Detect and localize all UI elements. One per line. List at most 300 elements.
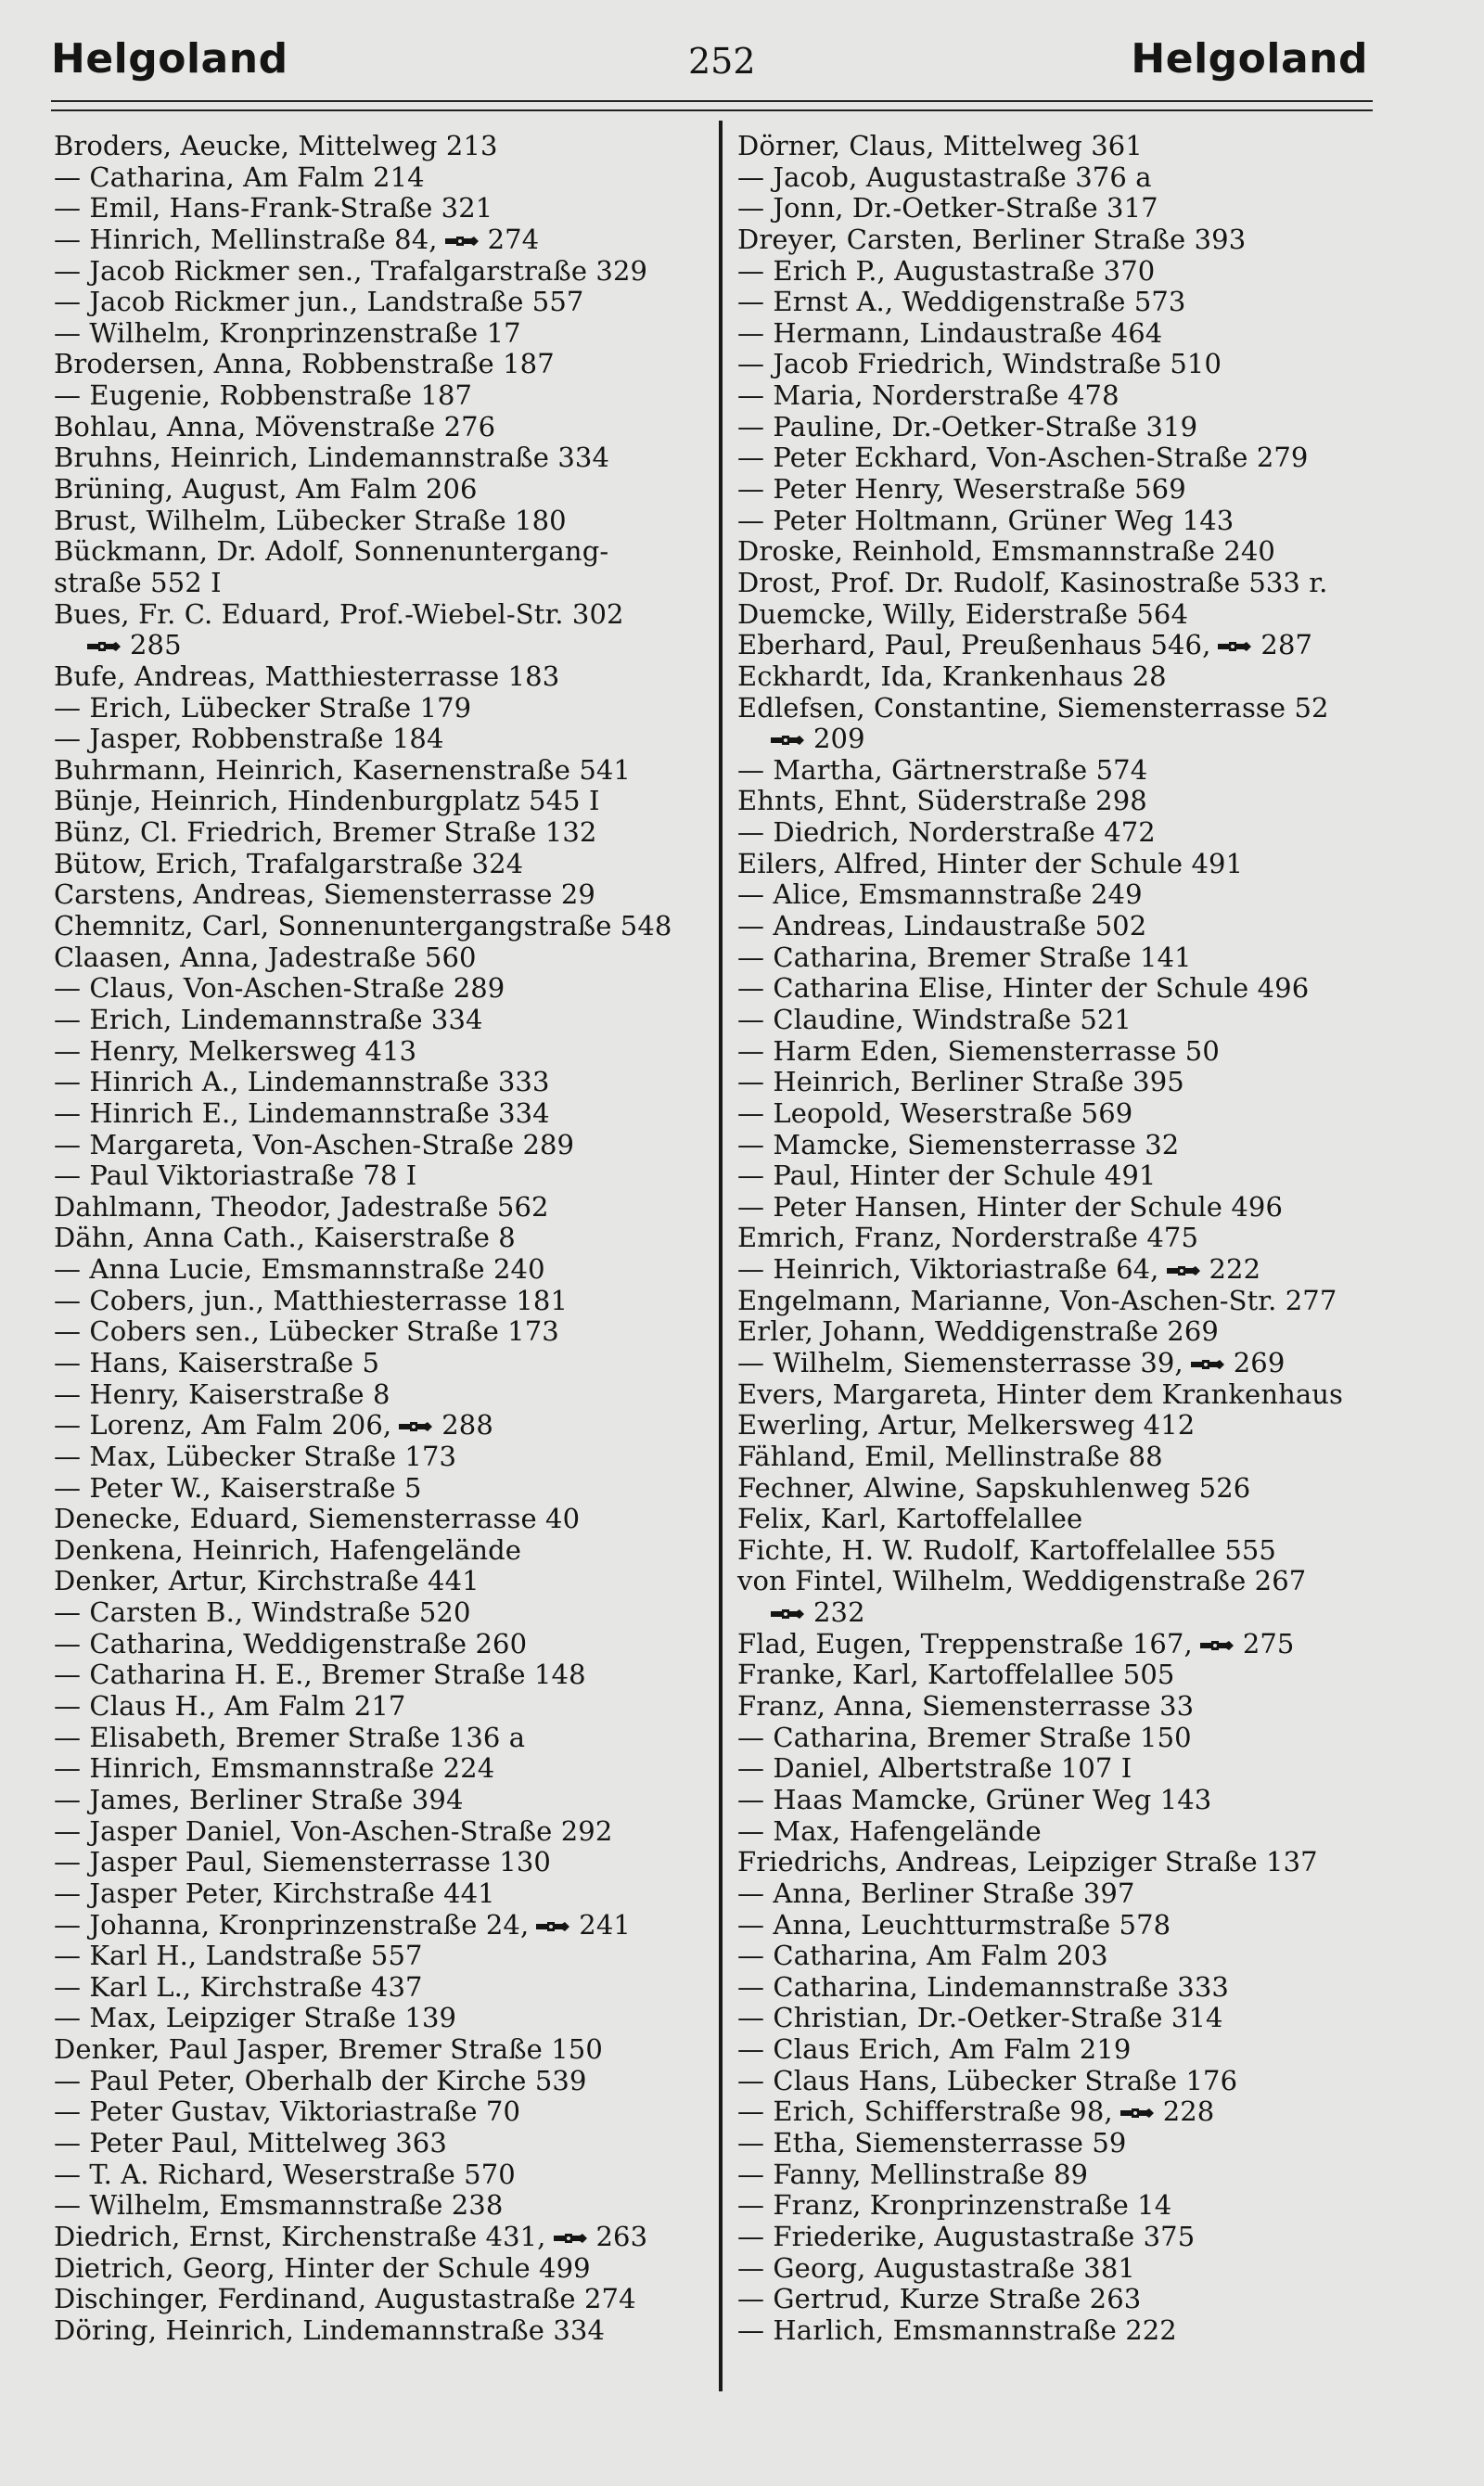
entry-text: — Wilhelm, Siemensterrasse 39, xyxy=(737,1346,1183,1378)
directory-entry xyxy=(54,2315,722,2347)
directory-entry xyxy=(54,1691,722,1723)
directory-entry xyxy=(54,630,722,661)
directory-entry xyxy=(54,1566,722,1597)
directory-entry xyxy=(54,1160,722,1192)
directory-entry xyxy=(54,442,722,474)
entry-text: — Paul Viktoriastraße 78 I xyxy=(54,1160,417,1192)
directory-entry xyxy=(54,817,722,849)
directory-entry xyxy=(54,973,722,1005)
entry-text: Denecke, Eduard, Siemensterrasse 40 xyxy=(54,1503,581,1535)
directory-entry xyxy=(737,786,1405,817)
directory-entry xyxy=(737,599,1405,631)
entry-text: — Anna, Berliner Straße 397 xyxy=(737,1877,1135,1909)
directory-entry xyxy=(54,786,722,817)
entry-text: — Peter Holtmann, Grüner Weg 143 xyxy=(737,504,1235,536)
directory-entry xyxy=(54,1254,722,1286)
entry-text: von Fintel, Wilhelm, Weddigenstraße 267 xyxy=(737,1565,1307,1597)
entry-text: — Alice, Emsmannstraße 249 xyxy=(737,878,1143,911)
directory-entry xyxy=(737,287,1405,318)
entry-text: Dahlmann, Theodor, Jadestraße 562 xyxy=(54,1190,549,1223)
directory-entry xyxy=(737,193,1405,224)
phone-number: 241 xyxy=(579,1908,631,1941)
directory-entry xyxy=(737,1192,1405,1224)
directory-entry xyxy=(737,1504,1405,1535)
directory-entry xyxy=(737,2284,1405,2315)
entry-text: — Hinrich E., Lindemannstraße 334 xyxy=(54,1096,550,1129)
entry-text: — Jasper Daniel, Von-Aschen-Straße 292 xyxy=(54,1814,613,1847)
entry-text: — Max, Lübecker Straße 173 xyxy=(54,1440,457,1472)
entry-text: Erler, Johann, Weddigenstraße 269 xyxy=(737,1315,1219,1348)
directory-entry xyxy=(54,2284,722,2315)
entry-text: — Henry, Melkersweg 413 xyxy=(54,1034,417,1067)
entry-text: Döring, Heinrich, Lindemannstraße 334 xyxy=(54,2313,605,2346)
directory-entry xyxy=(54,256,722,288)
entry-text: — Martha, Gärtnerstraße 574 xyxy=(737,753,1148,786)
entry-text: — Erich, Lübecker Straße 179 xyxy=(54,691,472,724)
directory-entry xyxy=(737,1816,1405,1848)
directory-entry xyxy=(54,1535,722,1567)
entry-text: — Maria, Norderstraße 478 xyxy=(737,379,1119,412)
entry-text: — Catharina, Weddigenstraße 260 xyxy=(54,1627,528,1659)
directory-entry xyxy=(54,1067,722,1098)
entry-text: — Cobers sen., Lübecker Straße 173 xyxy=(54,1315,559,1348)
phone-number: 288 xyxy=(441,1409,493,1442)
directory-entry xyxy=(737,2066,1405,2097)
directory-entry xyxy=(737,2096,1405,2128)
entry-text: Diedrich, Ernst, Kirchenstraße 431, xyxy=(54,2220,546,2252)
entry-text: — James, Berliner Straße 394 xyxy=(54,1783,464,1815)
directory-entry xyxy=(54,1036,722,1068)
entry-text: Denker, Paul Jasper, Bremer Straße 150 xyxy=(54,2033,603,2066)
directory-entry xyxy=(737,506,1405,537)
directory-entry xyxy=(54,1816,722,1848)
directory-entry xyxy=(737,2128,1405,2159)
directory-entry xyxy=(737,568,1405,599)
directory-entry xyxy=(737,1348,1405,1379)
directory-entry xyxy=(54,2128,722,2159)
entry-text: — Erich, Lindemannstraße 334 xyxy=(54,1003,483,1035)
entry-text: Edlefsen, Constantine, Siemensterrasse 52 xyxy=(737,691,1329,724)
directory-entry xyxy=(54,287,722,318)
entry-text: — Mamcke, Siemensterrasse 32 xyxy=(737,1128,1180,1160)
entry-text: — Max, Hafengelände xyxy=(737,1814,1042,1847)
directory-entry xyxy=(737,536,1405,568)
entry-text: Felix, Karl, Kartoffelallee xyxy=(737,1503,1083,1535)
directory-entry xyxy=(737,1847,1405,1878)
entry-text: — Wilhelm, Emsmannstraße 238 xyxy=(54,2189,504,2222)
entry-text: — Anna Lucie, Emsmannstraße 240 xyxy=(54,1253,545,1286)
entry-text: — Harlich, Emsmannstraße 222 xyxy=(737,2313,1177,2346)
directory-entry xyxy=(54,162,722,194)
directory-entry xyxy=(737,1223,1405,1254)
entry-text: Brust, Wilhelm, Lübecker Straße 180 xyxy=(54,504,567,536)
directory-entry xyxy=(737,1160,1405,1192)
entry-text: — Cobers, jun., Matthiesterrasse 181 xyxy=(54,1284,568,1316)
entry-text: Bues, Fr. C. Eduard, Prof.-Wiebel-Str. 302 xyxy=(54,597,624,630)
entry-text: — Wilhelm, Kronprinzenstraße 17 xyxy=(54,316,521,349)
running-title-left: Helgoland xyxy=(51,35,288,83)
entry-text: — Harm Eden, Siemensterrasse 50 xyxy=(737,1034,1220,1067)
header-rule-bottom xyxy=(51,109,1373,111)
entry-text: — Johanna, Kronprinzenstraße 24, xyxy=(54,1908,530,1941)
directory-entry xyxy=(54,879,722,911)
entry-text: — Catharina, Am Falm 203 xyxy=(737,1940,1108,1972)
directory-entry xyxy=(54,1597,722,1629)
entry-text: Droske, Reinhold, Emsmannstraße 240 xyxy=(737,535,1275,568)
directory-entry xyxy=(54,849,722,880)
entry-text: Duemcke, Willy, Eiderstraße 564 xyxy=(737,597,1189,630)
entry-text: — Peter Henry, Weserstraße 569 xyxy=(737,473,1186,506)
directory-entry xyxy=(737,224,1405,256)
entry-text: — Daniel, Albertstraße 107 I xyxy=(737,1752,1132,1785)
directory-entry xyxy=(54,1659,722,1691)
directory-entry xyxy=(737,1597,1405,1629)
directory-entry xyxy=(54,2253,722,2285)
phone-number: 209 xyxy=(813,723,865,755)
entry-text: — Fanny, Mellinstraße 89 xyxy=(737,2158,1089,2190)
directory-entry xyxy=(54,2034,722,2066)
entry-text: — Leopold, Weserstraße 569 xyxy=(737,1096,1133,1129)
entry-text: — Elisabeth, Bremer Straße 136 a xyxy=(54,1721,526,1753)
entry-text: — Claus Erich, Am Falm 219 xyxy=(737,2033,1132,2066)
directory-entry xyxy=(54,1223,722,1254)
directory-entry xyxy=(54,911,722,942)
entry-text: — Margareta, Von-Aschen-Straße 289 xyxy=(54,1128,575,1160)
entry-text: — Catharina, Am Falm 214 xyxy=(54,160,425,193)
entry-text: — Claus H., Am Falm 217 xyxy=(54,1690,406,1723)
entry-text: straße 552 I xyxy=(54,566,222,598)
entry-text: — Pauline, Dr.-Oetker-Straße 319 xyxy=(737,410,1198,442)
entry-text: Emrich, Franz, Norderstraße 475 xyxy=(737,1222,1199,1254)
entry-text: Denkena, Heinrich, Hafengelände xyxy=(54,1533,522,1566)
entry-text: Bückmann, Dr. Adolf, Sonnenuntergang- xyxy=(54,535,609,568)
directory-entry xyxy=(737,755,1405,787)
directory-entry xyxy=(737,630,1405,661)
entry-text: — Erich P., Augustastraße 370 xyxy=(737,254,1156,287)
directory-entry xyxy=(54,1504,722,1535)
entry-text: — Jonn, Dr.-Oetker-Straße 317 xyxy=(737,192,1158,224)
entry-text: Eilers, Alfred, Hinter der Schule 491 xyxy=(737,847,1244,879)
entry-text: Bufe, Andreas, Matthiesterrasse 183 xyxy=(54,660,560,692)
entry-text: — Gertrud, Kurze Straße 263 xyxy=(737,2283,1142,2315)
directory-entry xyxy=(737,1691,1405,1723)
directory-entry xyxy=(737,1659,1405,1691)
directory-entry xyxy=(54,1348,722,1379)
directory-entry xyxy=(737,2003,1405,2034)
entry-text: Eberhard, Paul, Preußenhaus 546, xyxy=(737,629,1211,661)
phone-number: 269 xyxy=(1233,1346,1286,1378)
directory-entry xyxy=(737,1036,1405,1068)
directory-entry xyxy=(737,1753,1405,1785)
entry-text: — Karl L., Kirchstraße 437 xyxy=(54,1970,423,2003)
directory-entry xyxy=(737,1473,1405,1505)
entry-text: Chemnitz, Carl, Sonnenuntergangstraße 548 xyxy=(54,910,672,942)
entry-text: — Christian, Dr.-Oetker-Straße 314 xyxy=(737,2002,1223,2034)
entry-text: — Carsten B., Windstraße 520 xyxy=(54,1596,471,1629)
entry-text: Evers, Margareta, Hinter dem Krankenhaus xyxy=(737,1378,1344,1410)
entry-text: — Jasper Peter, Kirchstraße 441 xyxy=(54,1877,495,1909)
page-number: 252 xyxy=(688,41,756,82)
directory-entry xyxy=(54,1941,722,1972)
directory-entry xyxy=(54,1847,722,1878)
directory-entry xyxy=(737,849,1405,880)
phone-number: 232 xyxy=(813,1596,865,1629)
directory-entry xyxy=(54,474,722,506)
directory-entry xyxy=(737,1410,1405,1442)
phone-number: 228 xyxy=(1162,2095,1215,2128)
entry-text: Franz, Anna, Siemensterrasse 33 xyxy=(737,1690,1195,1723)
left-column xyxy=(54,131,722,2346)
directory-entry xyxy=(54,1005,722,1036)
directory-entry xyxy=(737,1286,1405,1317)
page-header xyxy=(0,0,1484,102)
directory-entry xyxy=(737,942,1405,974)
phone-number: 285 xyxy=(130,629,182,661)
directory-entry xyxy=(737,817,1405,849)
directory-entry xyxy=(737,973,1405,1005)
entry-text: — Hermann, Lindaustraße 464 xyxy=(737,316,1163,349)
directory-entry xyxy=(54,724,722,755)
entry-text: — Anna, Leuchtturmstraße 578 xyxy=(737,1908,1171,1941)
entry-text: Fichte, H. W. Rudolf, Kartoffelallee 555 xyxy=(737,1533,1276,1566)
phone-number: 222 xyxy=(1209,1253,1261,1286)
directory-entry xyxy=(54,1442,722,1473)
entry-text: — Franz, Kronprinzenstraße 14 xyxy=(737,2189,1172,2222)
entry-text: Bünje, Heinrich, Hindenburgplatz 545 I xyxy=(54,785,600,817)
entry-text: Brodersen, Anna, Robbenstraße 187 xyxy=(54,348,555,380)
directory-entry xyxy=(54,1785,722,1816)
directory-entry xyxy=(54,599,722,631)
entry-text: Brüning, August, Am Falm 206 xyxy=(54,473,478,506)
phone-number: 275 xyxy=(1242,1627,1295,1659)
entry-text: Friedrichs, Andreas, Leipziger Straße 137 xyxy=(737,1846,1318,1878)
directory-entry xyxy=(54,1910,722,1941)
directory-entry xyxy=(737,131,1405,162)
entry-text xyxy=(737,723,763,754)
directory-entry xyxy=(54,1473,722,1505)
entry-text: — Lorenz, Am Falm 206, xyxy=(54,1409,392,1442)
entry-text: Drost, Prof. Dr. Rudolf, Kasinostraße 533 r. xyxy=(737,566,1328,598)
directory-entry xyxy=(54,1379,722,1411)
telephone-icon xyxy=(769,734,806,747)
directory-entry xyxy=(737,1785,1405,1816)
entry-text: — Heinrich, Viktoriastraße 64, xyxy=(737,1253,1159,1286)
entry-text: Bohlau, Anna, Mövenstraße 276 xyxy=(54,410,496,442)
entry-text: — Peter Paul, Mittelweg 363 xyxy=(54,2127,447,2159)
entry-text: Dreyer, Carsten, Berliner Straße 393 xyxy=(737,223,1247,255)
directory-entry xyxy=(737,1098,1405,1130)
entry-text: Buhrmann, Heinrich, Kasernenstraße 541 xyxy=(54,753,631,786)
entry-text: Denker, Artur, Kirchstraße 441 xyxy=(54,1565,480,1597)
directory-entry xyxy=(54,661,722,693)
telephone-icon xyxy=(769,1608,806,1621)
telephone-icon xyxy=(552,2232,589,2245)
directory-entry xyxy=(737,318,1405,350)
telephone-icon xyxy=(534,1920,571,1933)
directory-entry xyxy=(737,2315,1405,2347)
directory-entry xyxy=(737,1629,1405,1660)
directory-entry xyxy=(737,1566,1405,1597)
entry-text: Claasen, Anna, Jadestraße 560 xyxy=(54,941,477,973)
entry-text: — Paul, Hinter der Schule 491 xyxy=(737,1160,1157,1192)
telephone-icon xyxy=(1198,1639,1235,1652)
entry-text xyxy=(737,1596,763,1628)
entry-text: Bütow, Erich, Trafalgarstraße 324 xyxy=(54,847,524,879)
running-title-right: Helgoland xyxy=(1131,35,1368,83)
entry-text: — Claus Hans, Lübecker Straße 176 xyxy=(737,2064,1238,2096)
directory-entry xyxy=(737,162,1405,194)
directory-entry xyxy=(54,318,722,350)
directory-entry xyxy=(54,2190,722,2222)
directory-entry xyxy=(737,1005,1405,1036)
directory-entry xyxy=(737,1972,1405,2004)
directory-entry xyxy=(54,693,722,724)
directory-entry xyxy=(54,2066,722,2097)
entry-text: Fechner, Alwine, Sapskuhlenweg 526 xyxy=(737,1471,1251,1504)
directory-entry xyxy=(737,1254,1405,1286)
entry-text: — Karl H., Landstraße 557 xyxy=(54,1940,423,1972)
directory-entry xyxy=(737,1941,1405,1972)
directory-entry xyxy=(54,2096,722,2128)
entry-text: — Hinrich A., Lindemannstraße 333 xyxy=(54,1066,550,1098)
directory-entry xyxy=(737,2222,1405,2253)
entry-text: Dietrich, Georg, Hinter der Schule 499 xyxy=(54,2251,591,2284)
entry-text: — Ernst A., Weddigenstraße 573 xyxy=(737,286,1186,318)
telephone-icon xyxy=(1216,640,1253,653)
right-column xyxy=(737,131,1405,2346)
directory-entry xyxy=(737,442,1405,474)
entry-text: — Georg, Augustastraße 381 xyxy=(737,2251,1135,2284)
telephone-icon xyxy=(397,1420,434,1433)
directory-entry xyxy=(737,474,1405,506)
entry-text: — Hans, Kaiserstraße 5 xyxy=(54,1346,380,1378)
entry-text: — Jasper, Robbenstraße 184 xyxy=(54,723,444,755)
entry-text: — Etha, Siemensterrasse 59 xyxy=(737,2127,1127,2159)
entry-text: Engelmann, Marianne, Von-Aschen-Str. 277 xyxy=(737,1284,1337,1316)
entry-text: Eckhardt, Ida, Krankenhaus 28 xyxy=(737,660,1167,692)
directory-entry xyxy=(54,349,722,380)
entry-text: Ehnts, Ehnt, Süderstraße 298 xyxy=(737,785,1147,817)
entry-text: — Jacob Rickmer jun., Landstraße 557 xyxy=(54,286,584,318)
directory-entry xyxy=(737,2159,1405,2191)
entry-text: — Jacob, Augustastraße 376 a xyxy=(737,160,1152,193)
telephone-icon xyxy=(1165,1264,1202,1277)
entry-text: Dörner, Claus, Mittelweg 361 xyxy=(737,130,1143,161)
entry-text: — Claus, Von-Aschen-Straße 289 xyxy=(54,972,505,1005)
entry-text: — Catharina, Bremer Straße 150 xyxy=(737,1721,1192,1753)
entry-text: — Peter Gustav, Viktoriastraße 70 xyxy=(54,2095,520,2128)
directory-entry xyxy=(54,1098,722,1130)
telephone-icon xyxy=(1119,2107,1156,2120)
directory-entry xyxy=(737,879,1405,911)
directory-entry xyxy=(54,1972,722,2004)
entry-text: — Diedrich, Norderstraße 472 xyxy=(737,816,1156,849)
entry-text: — T. A. Richard, Weserstraße 570 xyxy=(54,2158,516,2190)
directory-entry xyxy=(737,1723,1405,1754)
directory-entry xyxy=(737,1535,1405,1567)
directory-entry xyxy=(737,724,1405,755)
directory-entry xyxy=(54,1878,722,1910)
phone-number: 263 xyxy=(595,2220,648,2252)
directory-entry xyxy=(737,1379,1405,1411)
directory-entry xyxy=(737,1130,1405,1161)
header-rule-top xyxy=(51,100,1373,102)
directory-entry xyxy=(54,506,722,537)
directory-entry xyxy=(737,1910,1405,1941)
directory-entry xyxy=(737,412,1405,443)
entry-text: — Emil, Hans-Frank-Straße 321 xyxy=(54,192,493,224)
entry-text: — Jasper Paul, Siemensterrasse 130 xyxy=(54,1846,551,1878)
directory-entry xyxy=(54,2222,722,2253)
directory-entry xyxy=(54,1723,722,1754)
entry-text: — Haas Mamcke, Grüner Weg 143 xyxy=(737,1783,1212,1815)
entry-text: Carstens, Andreas, Siemensterrasse 29 xyxy=(54,878,595,911)
directory-entry xyxy=(737,661,1405,693)
telephone-icon xyxy=(443,235,480,248)
entry-text: — Claudine, Windstraße 521 xyxy=(737,1003,1132,1035)
entry-text: Dischinger, Ferdinand, Augustastraße 274 xyxy=(54,2283,636,2315)
entry-text: — Jacob Rickmer sen., Trafalgarstraße 329 xyxy=(54,254,648,287)
entry-text: — Henry, Kaiserstraße 8 xyxy=(54,1378,390,1410)
directory-entry xyxy=(737,2190,1405,2222)
directory-entry xyxy=(54,1130,722,1161)
telephone-icon xyxy=(85,640,122,653)
entry-text: Ewerling, Artur, Melkersweg 412 xyxy=(737,1409,1196,1442)
directory-entry xyxy=(54,1629,722,1660)
entry-text: — Erich, Schifferstraße 98, xyxy=(737,2095,1113,2128)
directory-entry xyxy=(54,1316,722,1348)
directory-entry xyxy=(54,2159,722,2191)
entry-text: — Catharina, Bremer Straße 141 xyxy=(737,941,1192,973)
directory-entry xyxy=(54,1286,722,1317)
entry-text: Dähn, Anna Cath., Kaiserstraße 8 xyxy=(54,1222,516,1254)
entry-text: Flad, Eugen, Treppenstraße 167, xyxy=(737,1627,1193,1659)
entry-text: Broders, Aeucke, Mittelweg 213 xyxy=(54,130,498,161)
entry-text: — Andreas, Lindaustraße 502 xyxy=(737,910,1147,942)
entry-text: — Catharina, Lindemannstraße 333 xyxy=(737,1970,1229,2003)
directory-entry xyxy=(54,1192,722,1224)
directory-entry xyxy=(54,568,722,599)
directory-entry xyxy=(54,1753,722,1785)
directory-entry xyxy=(737,1878,1405,1910)
entry-text: — Peter Eckhard, Von-Aschen-Straße 279 xyxy=(737,442,1309,474)
entry-text: — Paul Peter, Oberhalb der Kirche 539 xyxy=(54,2064,587,2096)
entry-text xyxy=(54,629,80,660)
entry-text: Bruhns, Heinrich, Lindemannstraße 334 xyxy=(54,442,609,474)
entry-text: — Eugenie, Robbenstraße 187 xyxy=(54,379,473,412)
directory-entry xyxy=(54,224,722,256)
directory-entry xyxy=(737,256,1405,288)
directory-entry xyxy=(737,1316,1405,1348)
directory-entry xyxy=(737,1067,1405,1098)
directory-entry xyxy=(54,2003,722,2034)
directory-entry xyxy=(737,349,1405,380)
entry-text: — Max, Leipziger Straße 139 xyxy=(54,2002,457,2034)
entry-text: — Hinrich, Emsmannstraße 224 xyxy=(54,1752,495,1785)
directory-entry xyxy=(737,1442,1405,1473)
entry-text: — Friederike, Augustastraße 375 xyxy=(737,2220,1196,2252)
entry-text: — Catharina Elise, Hinter der Schule 496 xyxy=(737,972,1310,1005)
directory-entry xyxy=(737,2253,1405,2285)
directory-entry xyxy=(54,131,722,162)
directory-entry xyxy=(737,911,1405,942)
phone-number: 287 xyxy=(1260,629,1313,661)
phone-number: 274 xyxy=(487,223,540,255)
entry-text: — Heinrich, Berliner Straße 395 xyxy=(737,1066,1184,1098)
entry-text: Bünz, Cl. Friedrich, Bremer Straße 132 xyxy=(54,816,597,849)
directory-entry xyxy=(54,536,722,568)
directory-entry xyxy=(54,1410,722,1442)
